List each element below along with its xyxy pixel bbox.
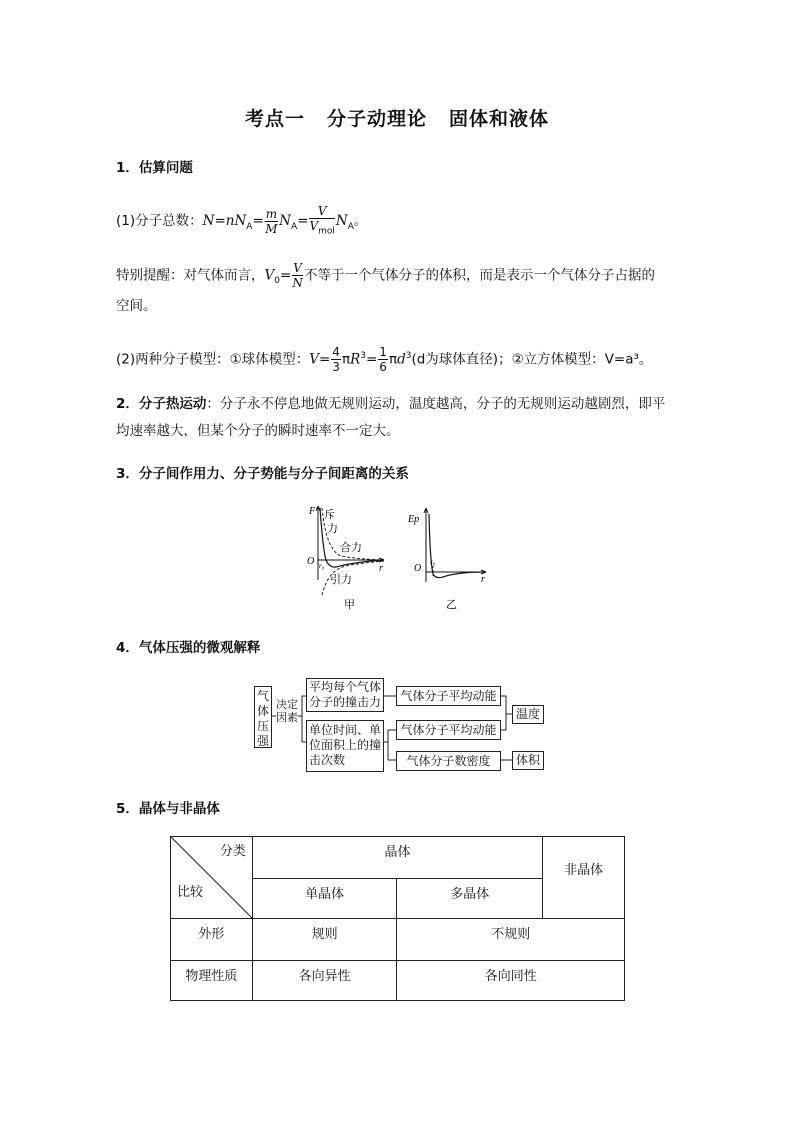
molecule-total-label: (1)分子总数： xyxy=(116,213,203,230)
title-part-1: 考点一 xyxy=(244,108,305,130)
row-label: 外形 xyxy=(171,919,253,961)
title-part-3: 固体和液体 xyxy=(449,108,550,130)
energy-origin-label: O xyxy=(414,563,422,574)
special-note: 特别提醒：对气体而言，$V_0=$ $\frac{V}{N}$ 不等于一个气体分子的体积，而是表示一个气体分子占据的 xyxy=(116,261,655,290)
amorphous-header: 非晶体 xyxy=(543,837,625,919)
page-title xyxy=(0,104,794,131)
energy-figure xyxy=(407,508,486,611)
energy-r0-label: r₀ xyxy=(430,558,436,566)
molecule-total-tail: 。 xyxy=(353,213,368,230)
molecule-total-formula: (1)分子总数：$N=nN_A=$ $\frac{m}{M}$ $N_A=$ $\frac{V}{V_{mol}}$ $N_A$。 xyxy=(116,204,368,237)
section-1-heading: 1．估算问题 xyxy=(116,160,193,176)
other-value: 各向同性 xyxy=(397,961,625,1001)
table-row xyxy=(171,919,625,961)
title-part-2: 分子动理论 xyxy=(326,108,427,130)
single-value: 规则 xyxy=(252,919,397,961)
figure-right-caption: 乙 xyxy=(446,598,457,611)
corner-top-label: 分类 xyxy=(219,844,246,859)
volume-box: 体积 xyxy=(512,751,544,770)
pressure-diagram xyxy=(250,676,550,776)
avg-kinetic-energy-box-1: 气体分子平均动能 xyxy=(396,686,501,706)
force-energy-figures xyxy=(296,500,506,615)
models-mid-text: (d为球体直径)；②立方体模型： xyxy=(411,351,605,368)
avg-kinetic-energy-box-2: 气体分子平均动能 xyxy=(396,720,501,740)
section-2-line-2: 均速率越大，但某个分子的瞬时速率不一定大。 xyxy=(116,423,400,439)
impact-frequency-box: 单位时间、单位面积上的撞击次数 xyxy=(306,720,384,772)
section-3-heading: 3．分子间作用力、分子势能与分子间距离的关系 xyxy=(116,466,409,482)
force-origin-label: O xyxy=(307,556,315,567)
figure-left-caption: 甲 xyxy=(344,598,355,611)
table-row xyxy=(171,961,625,1001)
row-label: 物理性质 xyxy=(171,961,253,1001)
force-y-label: F xyxy=(309,506,316,517)
molecule-models: (2)两种分子模型：①球体模型：V= $\frac{4}{3}$ $\pi R^3=$ $\frac{1}{6}$ $\pi d^3(d$为球体直径)；②立方体模型：V=a³。 xyxy=(116,345,653,374)
attraction-label: 引力 xyxy=(330,573,352,586)
special-note-line-2: 空间。 xyxy=(116,298,157,314)
energy-x-label: r xyxy=(481,574,485,585)
section-2-line-1 xyxy=(116,394,665,414)
energy-y-label: Ep xyxy=(408,514,420,525)
pressure-root-box: 气体压强 xyxy=(254,686,272,748)
single-crystal-header: 单晶体 xyxy=(252,879,397,919)
net-force-label: 合力 xyxy=(340,541,362,554)
repulsion-label-2: 力 xyxy=(327,522,338,535)
crystal-comparison-table xyxy=(170,836,625,1001)
impact-force-box: 平均每个气体分子的撞击力 xyxy=(306,678,384,712)
models-label: (2)两种分子模型：①球体模型： xyxy=(116,351,310,368)
models-tail-text: V=a³。 xyxy=(604,351,653,368)
potential-energy-curve xyxy=(429,514,484,578)
corner-bottom-label: 比较 xyxy=(177,885,204,900)
force-r0-label: r₀ xyxy=(319,562,325,570)
special-note-label: 特别提醒：对气体而言， xyxy=(116,267,265,284)
single-value: 各向异性 xyxy=(252,961,397,1001)
repulsion-label-1: 斥 xyxy=(324,508,335,521)
polycrystal-header: 多晶体 xyxy=(397,879,543,919)
force-figure xyxy=(307,506,384,611)
temperature-box: 温度 xyxy=(512,705,544,724)
table-corner-cell xyxy=(171,837,253,919)
section-2-text: ：分子永不停息地做无规则运动，温度越高，分子的无规则运动越剧烈，即平 xyxy=(206,396,666,412)
number-density-box: 气体分子数密度 xyxy=(396,751,501,771)
determining-factor-label: 决定因素 xyxy=(276,698,298,724)
section-5-heading: 5．晶体与非晶体 xyxy=(116,801,220,817)
crystal-header: 晶体 xyxy=(252,837,542,879)
section-4-heading: 4．气体压强的微观解释 xyxy=(116,640,261,656)
special-note-text: 不等于一个气体分子的体积，而是表示一个气体分子占据的 xyxy=(303,267,655,284)
force-x-label: r xyxy=(379,563,383,574)
section-2-heading: 2．分子热运动 xyxy=(116,396,207,412)
other-value: 不规则 xyxy=(397,919,625,961)
